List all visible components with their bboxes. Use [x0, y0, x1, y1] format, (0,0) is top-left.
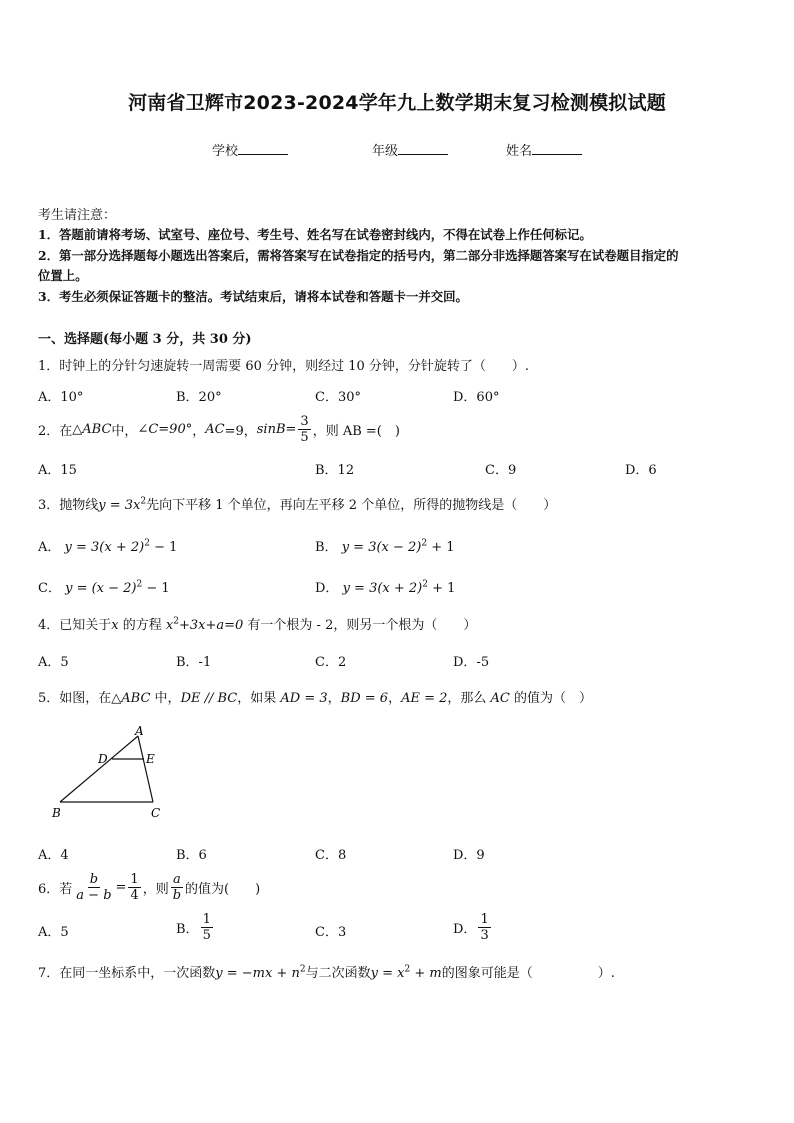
- q2-eq: =: [285, 421, 297, 437]
- q6-post: 的值为( ): [185, 881, 261, 897]
- q1-option-a[interactable]: A．10°: [38, 390, 84, 405]
- q7-post: 的图象可能是（ ）.: [441, 966, 615, 981]
- q5-ad: AD = 3: [280, 691, 328, 706]
- section-heading: 一、选择题(每小题 3 分，共 30 分): [38, 332, 252, 347]
- q3-pre: 3．抛物线: [38, 498, 99, 513]
- q3-b-expr: y = 3(x − 2): [341, 540, 422, 555]
- q2-fraction: [298, 414, 310, 445]
- q4-mid: 的方程: [118, 618, 166, 633]
- q6-option-c[interactable]: C．3: [315, 925, 347, 940]
- q5-abc: ABC: [121, 691, 151, 706]
- q3-d-label: D．: [315, 581, 339, 596]
- notice-item-3: 3．考生必须保证答题卡的整洁。考试结束后，请将本试卷和答题卡一并交回。: [38, 289, 468, 304]
- q6-d1: a − b: [76, 887, 112, 903]
- q2-frac-num: 3: [300, 413, 309, 429]
- q5-s4: ，: [388, 691, 402, 706]
- q4-option-d[interactable]: D．-5: [453, 655, 490, 670]
- q1-option-c[interactable]: C．30°: [315, 390, 361, 405]
- q3-b-tail: + 1: [427, 540, 455, 555]
- q6-option-b[interactable]: [176, 908, 215, 946]
- q7-pre: 7．在同一坐标系中，一次函数: [38, 966, 216, 981]
- q3-d-sup: 2: [422, 579, 428, 590]
- q6-frac-1: [74, 872, 113, 903]
- question-2-stem: [38, 410, 400, 448]
- q2-triangle: △ABC: [72, 421, 112, 437]
- q2-option-c[interactable]: C．9: [485, 463, 517, 478]
- q7-sup2: 2: [404, 964, 411, 975]
- q5-s1: 中，: [150, 691, 181, 706]
- q4-option-a[interactable]: A．5: [38, 655, 69, 670]
- q6-d3: b: [172, 887, 182, 903]
- q6-b-label: B．: [176, 921, 199, 937]
- q7-e1: y = −mx + n: [215, 966, 300, 981]
- q4-x: x: [111, 618, 119, 633]
- notice-heading: 考生请注意：: [38, 208, 117, 223]
- question-5-stem: [38, 687, 592, 706]
- exam-title: 河南省卫辉市2023-2024学年九上数学期末复习检测模拟试题: [128, 92, 666, 114]
- q6-mid: ，则: [142, 881, 169, 897]
- q5-s3: ，: [327, 691, 341, 706]
- q3-post: 先向下平移 1 个单位，再向左平移 2 个单位，所得的抛物线是（ ）: [146, 498, 557, 513]
- q6-d-frac: [478, 912, 490, 943]
- q6-d-den: 3: [480, 927, 489, 943]
- side-ab: [60, 736, 138, 802]
- q3-a-label: A．: [38, 540, 61, 555]
- q3-a-tail: − 1: [149, 540, 178, 555]
- q2-post: ，则 AB =( ): [312, 423, 400, 439]
- q3-option-b[interactable]: [315, 536, 455, 555]
- q3-a-expr: y = 3(x + 2): [64, 540, 145, 555]
- q7-sup1: 2: [299, 964, 306, 975]
- q4-eq2: +3x+a=0: [178, 618, 244, 633]
- q3-b-label: B．: [315, 540, 338, 555]
- q5-option-c[interactable]: C．8: [315, 848, 347, 863]
- q6-b-frac: [201, 912, 213, 943]
- q4-post: 有一个根为 - 2，则另一个根为（ ）: [243, 618, 477, 633]
- q3-c-label: C．: [38, 581, 61, 596]
- name-field[interactable]: [506, 140, 582, 159]
- q6-b-den: 5: [202, 927, 211, 943]
- q3-c-sup: 2: [136, 579, 143, 590]
- q2-mid2: ，: [192, 423, 206, 439]
- name-blank[interactable]: [532, 141, 582, 155]
- q6-b-num: 1: [202, 911, 211, 927]
- school-field[interactable]: [212, 140, 288, 159]
- q5-de: DE // BC: [180, 691, 238, 706]
- name-label: 姓名: [506, 144, 533, 159]
- q5-s5: ，那么: [447, 691, 491, 706]
- question-1-stem: 1．时钟上的分针匀速旋转一周需要 60 分钟，则经过 10 分钟，分针旋转了（ ）.: [38, 359, 530, 374]
- question-3-stem: [38, 494, 556, 513]
- notice-item-2: 2．第一部分选择题每小题选出答案后，需将答案写在试卷指定的括号内，第二部分非选择题答案写在试卷题目指定的: [38, 248, 679, 263]
- q2-option-d[interactable]: D．6: [625, 463, 657, 478]
- q3-c-tail: − 1: [142, 581, 170, 596]
- label-d: D: [98, 752, 108, 766]
- label-c: C: [151, 806, 161, 820]
- notice-item-1: 1．答题前请将考场、试室号、座位号、考生号、姓名写在试卷密封线内，不得在试卷上作任何标记。: [38, 227, 592, 242]
- grade-blank[interactable]: [398, 141, 448, 155]
- q6-d-label: D．: [453, 921, 477, 937]
- q6-option-a[interactable]: A．5: [38, 925, 69, 940]
- q6-eq: =: [115, 879, 127, 895]
- q3-option-d[interactable]: [315, 577, 455, 596]
- q5-option-b[interactable]: B．6: [176, 848, 207, 863]
- grade-field[interactable]: [372, 140, 448, 159]
- q5-bd: BD = 6: [340, 691, 389, 706]
- q2-sin: sinB: [256, 421, 286, 437]
- q5-s6: 的值为（ ）: [509, 691, 593, 706]
- q7-mid: 与二次函数: [305, 966, 371, 981]
- q5-ae: AE = 2: [401, 691, 448, 706]
- grade-label: 年级: [372, 144, 399, 159]
- q1-option-b[interactable]: B．20°: [176, 390, 222, 405]
- q6-n1: b: [89, 871, 99, 887]
- q4-pre: 4．已知关于: [38, 618, 112, 633]
- q5-option-d[interactable]: D．9: [453, 848, 485, 863]
- q5-pre: 5．如图，在△: [38, 691, 122, 706]
- q2-pre: 2．在: [38, 423, 73, 439]
- q2-mid1: 中，: [111, 423, 138, 439]
- school-blank[interactable]: [238, 141, 288, 155]
- q5-option-a[interactable]: A．4: [38, 848, 69, 863]
- q5-ac: AC: [490, 691, 510, 706]
- q6-n3: a: [173, 871, 181, 887]
- q1-option-d[interactable]: D．60°: [453, 390, 500, 405]
- q2-ac: AC: [205, 421, 225, 437]
- q3-b-sup: 2: [421, 538, 428, 549]
- q6-frac-3: [171, 872, 183, 903]
- q3-expr: y = 3x: [98, 498, 141, 513]
- side-ac: [138, 736, 153, 802]
- q2-mid3: =9，: [224, 423, 257, 439]
- q3-c-expr: y = (x − 2): [65, 581, 137, 596]
- q3-sup: 2: [140, 496, 147, 507]
- q3-option-c[interactable]: [38, 577, 170, 596]
- q6-pre: 6．若: [38, 881, 73, 897]
- label-a: A: [135, 724, 144, 738]
- q6-d-num: 1: [480, 911, 489, 927]
- q5-s2: ，如果: [237, 691, 281, 706]
- question-4-stem: [38, 614, 476, 633]
- q6-option-d[interactable]: [453, 908, 493, 946]
- q2-angle: ∠C=90°: [137, 421, 193, 437]
- label-e: E: [146, 752, 155, 766]
- q6-frac-2: [128, 872, 140, 903]
- q4-sup: 2: [173, 616, 179, 627]
- notice-item-2-cont: 位置上。: [38, 268, 88, 283]
- q2-frac-den: 5: [300, 429, 309, 445]
- q3-d-expr: y = 3(x + 2): [342, 581, 423, 596]
- q7-e2: y = x: [370, 966, 405, 981]
- q2-option-b[interactable]: B．12: [315, 463, 355, 478]
- label-b: B: [52, 806, 61, 820]
- triangle-figure: [40, 722, 180, 827]
- question-7-stem: [38, 962, 615, 981]
- q2-option-a[interactable]: A．15: [38, 463, 77, 478]
- q4-eq1: x: [165, 618, 174, 633]
- q6-d2: 4: [130, 887, 139, 903]
- q4-option-b[interactable]: B．-1: [176, 655, 212, 670]
- q6-n2: 1: [130, 871, 139, 887]
- q3-a-sup: 2: [144, 538, 150, 549]
- school-label: 学校: [212, 144, 239, 159]
- q7-e3: + m: [410, 966, 442, 981]
- q3-d-tail: + 1: [428, 581, 456, 596]
- q4-option-c[interactable]: C．2: [315, 655, 347, 670]
- q3-option-a[interactable]: [38, 536, 177, 555]
- question-6-stem: [38, 868, 260, 906]
